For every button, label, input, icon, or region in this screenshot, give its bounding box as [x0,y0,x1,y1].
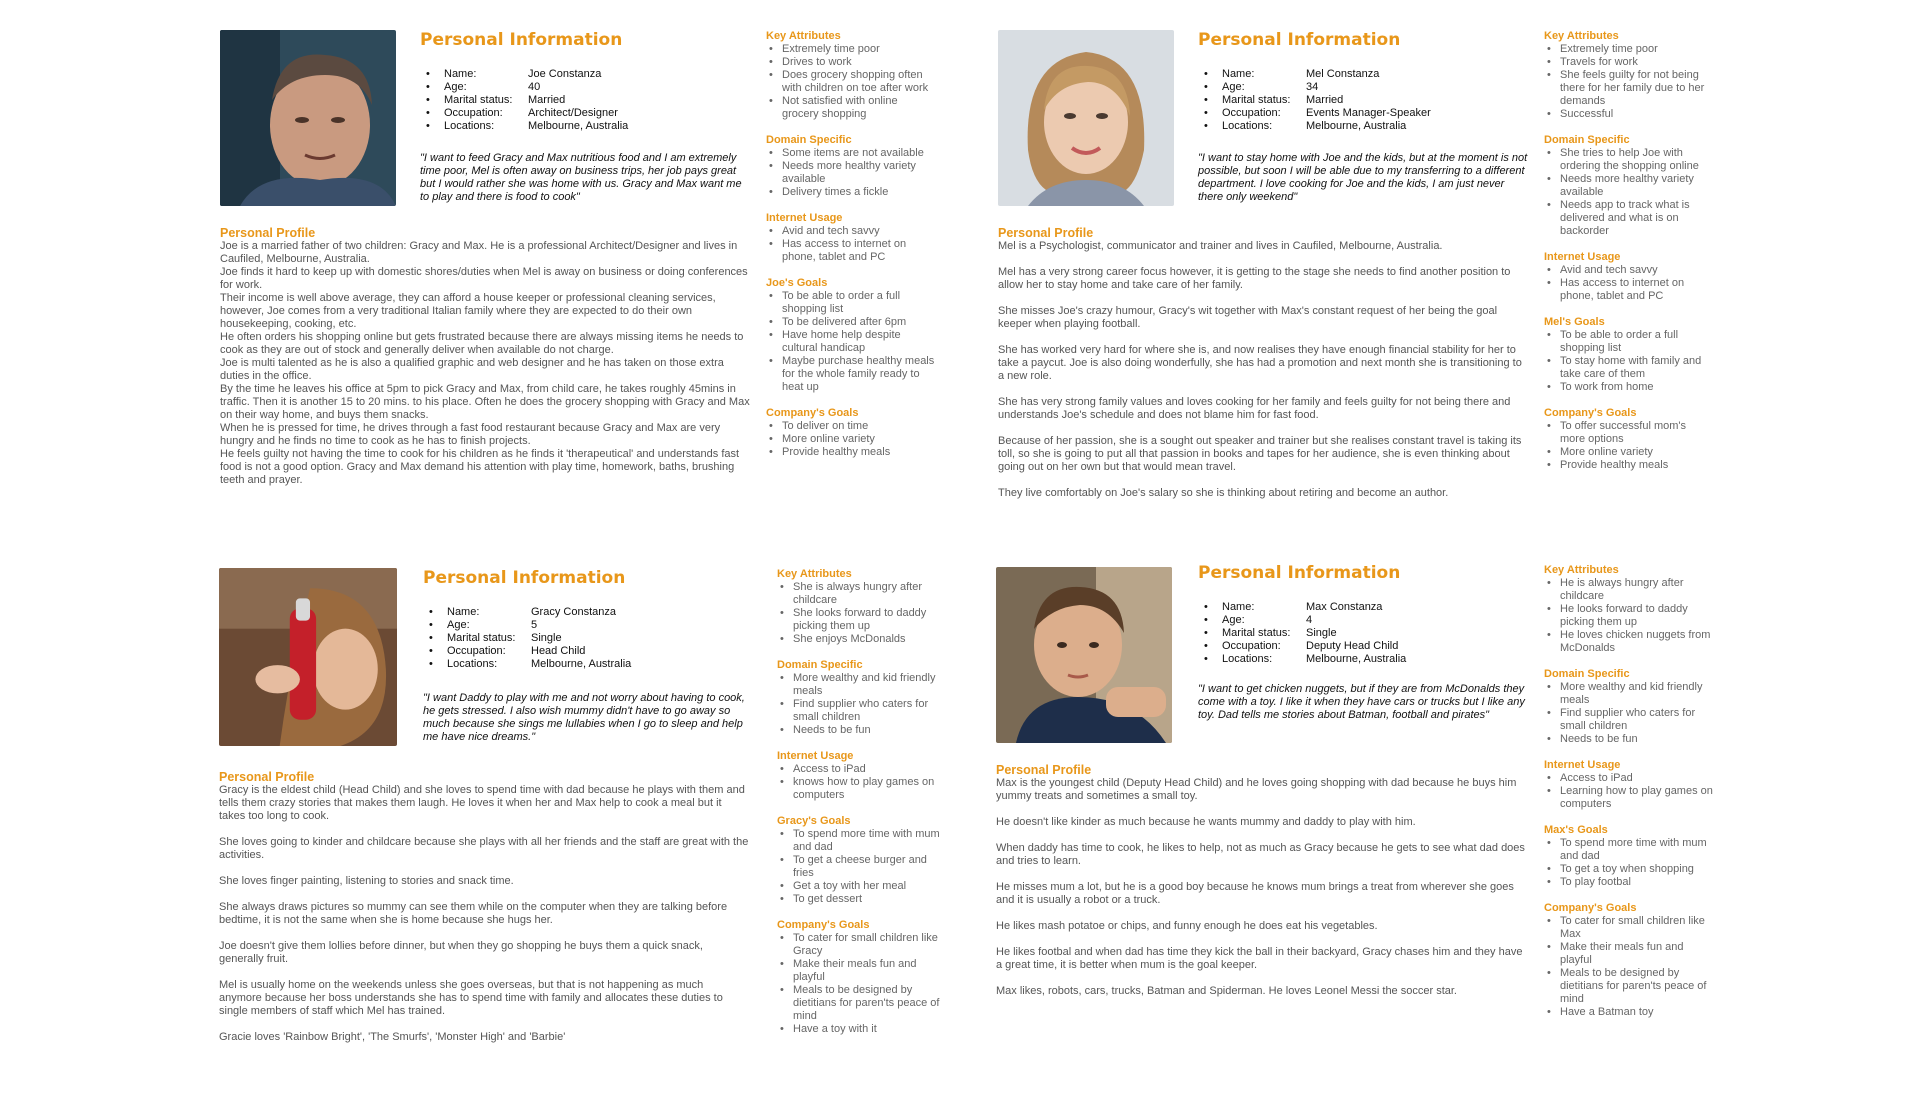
personal-profile-text [996,777,1526,1011]
list-item: • Needs to be fun [777,724,947,737]
personal-profile-heading: Personal Profile [220,226,316,240]
list-item: • More wealthy and kid friendly meals [1544,681,1714,707]
personal-info-list [1202,68,1431,133]
list-item: • Has access to internet on phone, tablet and PC [766,238,936,264]
profile-paragraph: She has worked very hard for where she is, and now realises they have enough financial stability for her to take a paycut. Joe is also doing wonderfully, she has had a promotion and next month she is transitioning to a new role. [998,344,1522,382]
personal-information-heading: Personal Information [423,568,626,588]
list-item: • Needs more healthy variety available [1544,173,1714,199]
list-item: • Have a toy with it [777,1023,947,1036]
list-item: • To be delivered after 6pm [766,316,936,329]
persona-quote: "I want to stay home with Joe and the kids, but at the moment is not possible, but soon I will be able due to my transferring to a different department. I love cooking for Joe and the kids, I am just never there only weekend" [1198,152,1528,203]
list-item: • More wealthy and kid friendly meals [777,672,947,698]
attributes-column [1544,30,1714,485]
persona-goals-list [766,290,936,394]
list-item: • Make their meals fun and playful [777,958,947,984]
list-item: • Find supplier who caters for small children [777,698,947,724]
profile-paragraph: Because of her passion, she is a sought out speaker and trainer but she realises constant travel is taking its toll, so she is going to put all that passion in books and tapes for her audience, she is even thinking about going out on her own but that would mean travel. [998,435,1522,473]
list-item: • Needs app to track what is delivered and what is on backorder [1544,199,1714,238]
personal-information-heading: Personal Information [1198,563,1401,583]
list-item: • Extremely time poor [766,43,936,56]
personal-info-list [424,68,628,133]
profile-paragraph: Joe finds it hard to keep up with domestic shores/duties when Mel is away on business or doing conferences for work. [220,266,748,291]
persona-goals-list [1544,329,1714,394]
list-item: • To be able to order a full shopping list [1544,329,1714,355]
profile-paragraph: Mel is a Psychologist, communicator and trainer and lives in Caufiled, Melbourne, Australia. [998,240,1443,252]
info-age: • Age: 34 [1202,81,1431,94]
list-item: • Access to iPad [1544,772,1714,785]
profile-paragraph: Joe doesn't give them lollies before dinner, but when they go shopping he buys them a quick snack, generally fruit. [219,940,703,965]
key-attributes-list [766,43,936,121]
list-item: • She is always hungry after childcare [777,581,947,607]
list-item: • Provide healthy meals [766,446,936,459]
list-item: • Find supplier who caters for small children [1544,707,1714,733]
company-goals-list [766,420,936,459]
profile-paragraph: He often orders his shopping online but gets frustrated because there are always missing items he needs to cook as they are out of stock and generally deliver when available do not charge. [220,331,744,356]
internet-usage-heading: Internet Usage [1544,759,1621,771]
man-portrait-image [220,30,396,206]
profile-paragraph: She loves finger painting, listening to stories and snack time. [219,875,514,887]
list-item: • Make their meals fun and playful [1544,941,1714,967]
domain-specific-heading: Domain Specific [777,659,863,671]
persona-goals-heading: Gracy's Goals [777,815,851,827]
list-item: • She tries to help Joe with ordering the shopping online [1544,147,1714,173]
internet-usage-heading: Internet Usage [766,212,843,224]
profile-paragraph: Their income is well above average, they can afford a house keeper or professional cleaning services, however, Joe comes from a very traditional Italian family where they are expected to do their own housekeeping, cooking, etc. [220,292,716,330]
list-item: • Drives to work [766,56,936,69]
info-occupation: • Occupation: Deputy Head Child [1202,640,1406,653]
info-locations: • Locations: Melbourne, Australia [1202,120,1431,133]
list-item: • Delivery times a fickle [766,186,936,199]
profile-paragraph: Joe is a married father of two children: Gracy and Max. He is a professional Architect/Designer and lives in Caufiled, Melbourne, Australia. [220,240,738,265]
list-item: • To get dessert [777,893,947,906]
company-goals-list [777,932,947,1036]
profile-paragraph: He likes footbal and when dad has time they kick the ball in their backyard, Gracy chases him and they have a great time, it is better when mum is the goal keeper. [996,946,1523,971]
list-item: • She looks forward to daddy picking them up [777,607,947,633]
joe-photo [220,30,396,206]
attributes-column [1544,564,1714,1032]
profile-paragraph: He likes mash potatoe or chips, and funny enough he does eat his vegetables. [996,920,1378,932]
personal-profile-text [220,240,750,487]
list-item: • Travels for work [1544,56,1714,69]
profile-paragraph: He misses mum a lot, but he is a good boy because he knows mum brings a treat from wherever she goes and it is usually a robot or a truck. [996,881,1514,906]
list-item: • To spend more time with mum and dad [777,828,947,854]
list-item: • Meals to be designed by dietitians for paren'ts peace of mind [1544,967,1714,1006]
domain-specific-heading: Domain Specific [1544,134,1630,146]
persona-quote: "I want Daddy to play with me and not worry about having to cook, he gets stressed. I also wish mummy didn't have to go away so much because she sings me lullabies when I go to sleep and help me have nice dreams." [423,692,745,743]
key-attributes-heading: Key Attributes [777,568,852,580]
list-item: • To cater for small children like Gracy [777,932,947,958]
domain-specific-list [1544,147,1714,238]
internet-usage-list [766,225,936,264]
profile-paragraph: She loves going to kinder and childcare because she plays with all her friends and the staff are great with the activities. [219,836,749,861]
profile-paragraph: Gracy is the eldest child (Head Child) and she loves to spend time with dad because he plays with them and tells them crazy stories that makes them laugh. He loves it when her and Max help to cook a meal but it takes too long to cook. [219,784,745,822]
personal-profile-heading: Personal Profile [219,770,315,784]
info-age: • Age: 4 [1202,614,1406,627]
company-goals-heading: Company's Goals [1544,407,1637,419]
list-item: • Needs to be fun [1544,733,1714,746]
company-goals-list [1544,915,1714,1019]
internet-usage-list [1544,264,1714,303]
woman-portrait-image [998,30,1174,206]
list-item: • She feels guilty for not being there for her family due to her demands [1544,69,1714,108]
internet-usage-list [1544,772,1714,811]
company-goals-list [1544,420,1714,472]
profile-paragraph: He doesn't like kinder as much because he wants mummy and daddy to play with him. [996,816,1416,828]
personal-info-list [1202,601,1406,666]
domain-specific-list [777,672,947,737]
list-item: • Some items are not available [766,147,936,160]
mel-photo [998,30,1174,206]
persona-goals-list [777,828,947,906]
profile-paragraph: When he is pressed for time, he drives through a fast food restaurant because Gracy and Max are very hungry and he finds no time to cook as he has to finish projects. [220,422,721,447]
list-item: • To get a cheese burger and fries [777,854,947,880]
list-item: • Meals to be designed by dietitians for paren'ts peace of mind [777,984,947,1023]
key-attributes-heading: Key Attributes [766,30,841,42]
list-item: • Extremely time poor [1544,43,1714,56]
info-locations: • Locations: Melbourne, Australia [1202,653,1406,666]
list-item: • Learning how to play games on computers [1544,785,1714,811]
personal-information-heading: Personal Information [420,30,623,50]
info-age: • Age: 5 [427,619,631,632]
persona-goals-heading: Joe's Goals [766,277,828,289]
list-item: • He looks forward to daddy picking them up [1544,603,1714,629]
company-goals-heading: Company's Goals [1544,902,1637,914]
personal-information-heading: Personal Information [1198,30,1401,50]
profile-paragraph: Gracie loves 'Rainbow Bright', 'The Smurfs', 'Monster High' and 'Barbie' [219,1031,566,1043]
persona-mel [998,30,1918,560]
company-goals-heading: Company's Goals [766,407,859,419]
info-name: • Name: Mel Constanza [1202,68,1431,81]
personal-profile-text [219,784,749,1057]
info-occupation: • Occupation: Head Child [427,645,631,658]
info-occupation: • Occupation: Architect/Designer [424,107,628,120]
personal-profile-heading: Personal Profile [998,226,1094,240]
persona-goals-heading: Mel's Goals [1544,316,1605,328]
list-item: • Maybe purchase healthy meals for the whole family ready to heat up [766,355,936,394]
domain-specific-heading: Domain Specific [766,134,852,146]
personal-profile-text [998,240,1528,513]
key-attributes-list [1544,577,1714,655]
list-item: • To play footbal [1544,876,1714,889]
persona-goals-heading: Max's Goals [1544,824,1608,836]
internet-usage-heading: Internet Usage [777,750,854,762]
max-photo [996,567,1172,743]
gracy-photo [219,568,397,746]
list-item: • Does grocery shopping often with children on toe after work [766,69,936,95]
list-item: • He loves chicken nuggets from McDonalds [1544,629,1714,655]
list-item: • Has access to internet on phone, tablet and PC [1544,277,1714,303]
internet-usage-heading: Internet Usage [1544,251,1621,263]
info-name: • Name: Joe Constanza [424,68,628,81]
personal-profile-heading: Personal Profile [996,763,1092,777]
info-marital-status: • Marital status: Single [1202,627,1406,640]
domain-specific-heading: Domain Specific [1544,668,1630,680]
domain-specific-list [1544,681,1714,746]
info-occupation: • Occupation: Events Manager-Speaker [1202,107,1431,120]
internet-usage-list [777,763,947,802]
list-item: • More online variety [1544,446,1714,459]
list-item: • She enjoys McDonalds [777,633,947,646]
attributes-column [766,30,936,472]
list-item: • Successful [1544,108,1714,121]
list-item: • To deliver on time [766,420,936,433]
info-locations: • Locations: Melbourne, Australia [427,658,631,671]
info-locations: • Locations: Melbourne, Australia [424,120,628,133]
key-attributes-heading: Key Attributes [1544,564,1619,576]
profile-paragraph: When daddy has time to cook, he likes to help, not as much as Gracy because he gets to see what dad does and tries to learn. [996,842,1525,867]
list-item: • Get a toy with her meal [777,880,947,893]
persona-goals-list [1544,837,1714,889]
profile-paragraph: Joe is multi talented as he is also a qualified graphic and web designer and he has taken on those extra duties in the office. [220,357,724,382]
key-attributes-list [777,581,947,646]
profile-paragraph: By the time he leaves his office at 5pm to pick Gracy and Max, from child care, he takes roughly 45mins in traffic. Then it is another 15 to 20 mins. to his place. Often he does the grocery shopping with Gracy and Max on their way home, and buys them snacks. [220,383,750,421]
girl-portrait-image [219,568,397,746]
persona-quote: "I want to get chicken nuggets, but if they are from McDonalds they come with a toy. I like it when they have cars or trucks but I like any toy. Dad tells me stories about Batman, football and pirates" [1198,683,1525,721]
list-item: • Avid and tech savvy [766,225,936,238]
list-item: • To work from home [1544,381,1714,394]
profile-paragraph: Max likes, robots, cars, trucks, Batman and Spiderman. He loves Leonel Messi the soccer star. [996,985,1457,997]
info-name: • Name: Max Constanza [1202,601,1406,614]
profile-paragraph: They live comfortably on Joe's salary so she is thinking about retiring and become an author. [998,487,1449,499]
info-age: • Age: 40 [424,81,628,94]
info-marital-status: • Marital status: Single [427,632,631,645]
domain-specific-list [766,147,936,199]
list-item: • He is always hungry after childcare [1544,577,1714,603]
list-item: • Not satisfied with online grocery shopping [766,95,936,121]
key-attributes-list [1544,43,1714,121]
list-item: • Needs more healthy variety available [766,160,936,186]
profile-paragraph: She always draws pictures so mummy can see them while on the computer when they are talking before bedtime, it is not the same when she is home because she hugs her. [219,901,728,926]
info-marital-status: • Marital status: Married [424,94,628,107]
list-item: • knows how to play games on computers [777,776,947,802]
company-goals-heading: Company's Goals [777,919,870,931]
list-item: • To stay home with family and take care of them [1544,355,1714,381]
profile-paragraph: She has very strong family values and loves cooking for her family and feels guilty for not being there and understands Joe's schedule and does not blame him for fast food. [998,396,1511,421]
list-item: • Provide healthy meals [1544,459,1714,472]
key-attributes-heading: Key Attributes [1544,30,1619,42]
profile-paragraph: Max is the youngest child (Deputy Head Child) and he loves going shopping with dad because he buys him yummy treats and sometimes a small toy. [996,777,1517,802]
list-item: • To get a toy when shopping [1544,863,1714,876]
list-item: • Have a Batman toy [1544,1006,1714,1019]
list-item: • To spend more time with mum and dad [1544,837,1714,863]
profile-paragraph: Mel has a very strong career focus however, it is getting to the stage she needs to find another position to allow her to stay home and take care of her family. [998,266,1511,291]
attributes-column [777,568,947,1049]
profile-paragraph: Mel is usually home on the weekends unless she goes overseas, but that is not happening as much anymore because her boss understands she has to spend time with family and allocates these duties to single members of staff which Mel has trained. [219,979,723,1017]
list-item: • Have home help despite cultural handicap [766,329,936,355]
info-name: • Name: Gracy Constanza [427,606,631,619]
list-item: • Avid and tech savvy [1544,264,1714,277]
list-item: • To cater for small children like Max [1544,915,1714,941]
persona-quote: "I want to feed Gracy and Max nutritious food and I am extremely time poor, Mel is often away on business trips, her job pays great but I would rather she was home with us. Gracy and Max want me to play and there is food to cook" [420,152,742,203]
list-item: • More online variety [766,433,936,446]
info-marital-status: • Marital status: Married [1202,94,1431,107]
persona-max [996,563,1916,1097]
personal-info-list [427,606,631,671]
list-item: • To offer successful mom's more options [1544,420,1714,446]
profile-paragraph: She misses Joe's crazy humour, Gracy's wit together with Max's constant request of her being the goal keeper when playing football. [998,305,1498,330]
boy-portrait-image [996,567,1172,743]
list-item: • To be able to order a full shopping list [766,290,936,316]
list-item: • Access to iPad [777,763,947,776]
profile-paragraph: He feels guilty not having the time to cook for his children as he finds it 'therapeutical' and understands fast food is not a good option. Gracy and Max demand his attention with play time, homework, baths, brushing teeth and prayer. [220,448,740,486]
